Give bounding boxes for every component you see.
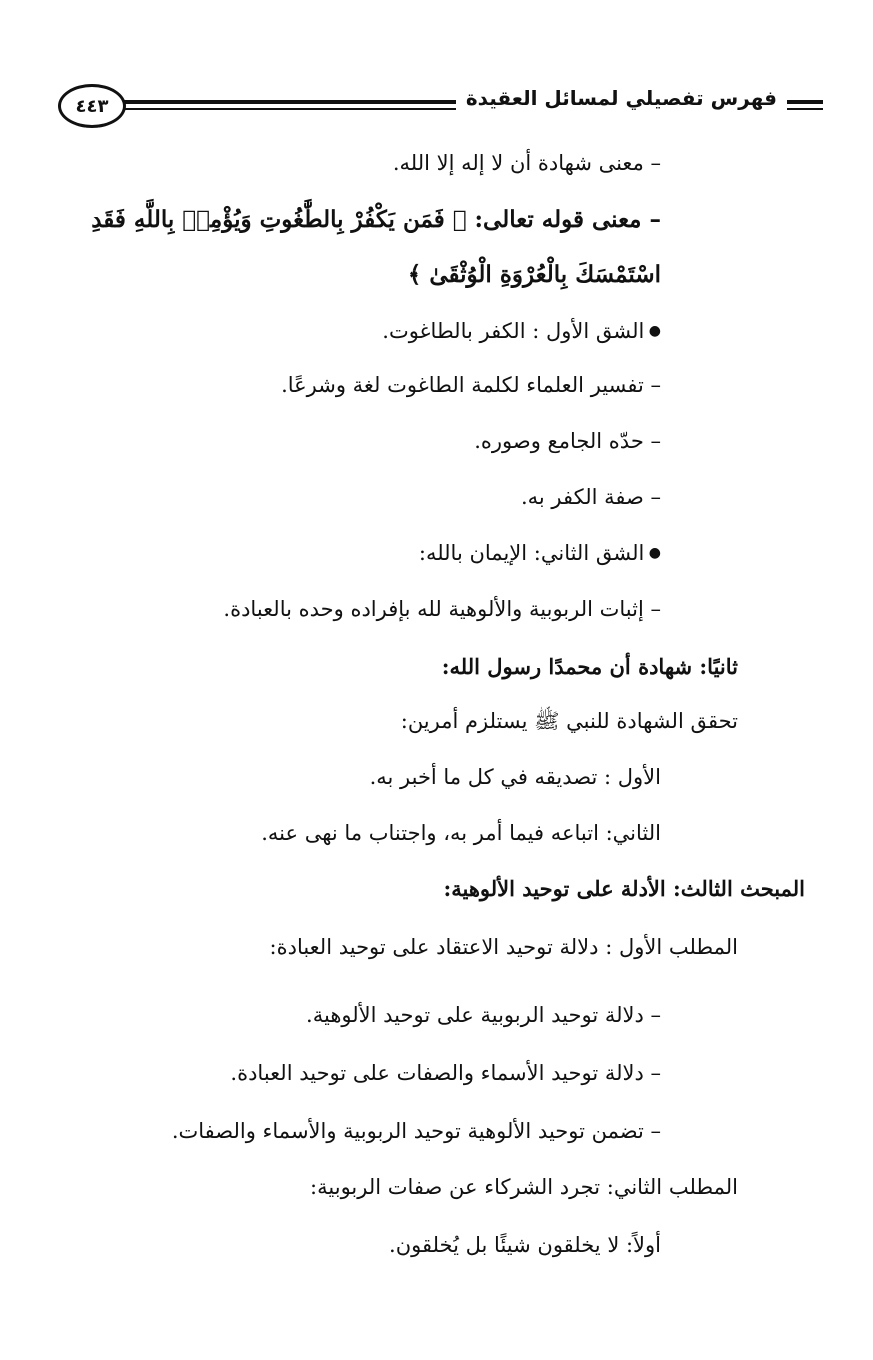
text-line-1: – معنى شهادة أن لا إله إلا الله. — [392, 151, 661, 175]
text-line-19: أولاً: لا يخلقون شيئًا بل يُخلقون. — [389, 1233, 661, 1257]
text-line-12: الثاني: اتباعه فيما أمر به، واجتناب ما نهى عنه. — [261, 821, 661, 845]
page-header — [58, 84, 823, 128]
text-line-5: – حدّه الجامع وصوره. — [474, 429, 661, 453]
text-line-17: – تضمن توحيد الألوهية توحيد الربوبية والأسماء والصفات. — [171, 1119, 661, 1143]
page-number: ٤٤٣ — [75, 95, 109, 117]
quran-verse-line-2: اسْتَمْسَكَ بِالْعُرْوَةِ الْوُثْقَىٰ ﴾ — [407, 261, 661, 288]
section-heading-1: ثانيًا: شهادة أن محمدًا رسول الله: — [441, 654, 738, 679]
text-line-15: – دلالة توحيد الربوبية على توحيد الألوهية. — [306, 1003, 661, 1027]
header-title: فهرس تفصيلي لمسائل العقيدة — [456, 86, 787, 110]
text-line-6: – صفة الكفر به. — [520, 485, 661, 509]
text-line-8: – إثبات الربوبية والألوهية لله بإفراده وحده بالعبادة. — [223, 597, 661, 621]
chapter-heading: المبحث الثالث: الأدلة على توحيد الألوهية: — [443, 876, 805, 901]
quran-verse-line-1: – معنى قوله تعالى: ﴿ فَمَن يَكْفُرْ بِالطَّٰغُوتِ وَيُؤْمِنۢ بِاللَّهِ فَقَدِ — [91, 206, 661, 233]
text-line-11: الأول : تصديقه في كل ما أخبر به. — [369, 765, 661, 789]
bullet-item-1: ● الشق الأول : الكفر بالطاغوت. — [382, 316, 661, 346]
text-line-4: – تفسير العلماء لكلمة الطاغوت لغة وشرعًا. — [281, 373, 661, 397]
text-line-10: تحقق الشهادة للنبي ﷺ يستلزم أمرين: — [400, 709, 738, 733]
text-line-16: – دلالة توحيد الأسماء والصفات على توحيد العبادة. — [230, 1061, 661, 1085]
subsection-heading-1: المطلب الأول : دلالة توحيد الاعتقاد على توحيد العبادة: — [269, 935, 738, 959]
subsection-heading-2: المطلب الثاني: تجرد الشركاء عن صفات الربوبية: — [310, 1175, 738, 1199]
bullet-item-2: ● الشق الثاني: الإيمان بالله: — [419, 538, 661, 568]
page-number-badge — [58, 84, 126, 128]
